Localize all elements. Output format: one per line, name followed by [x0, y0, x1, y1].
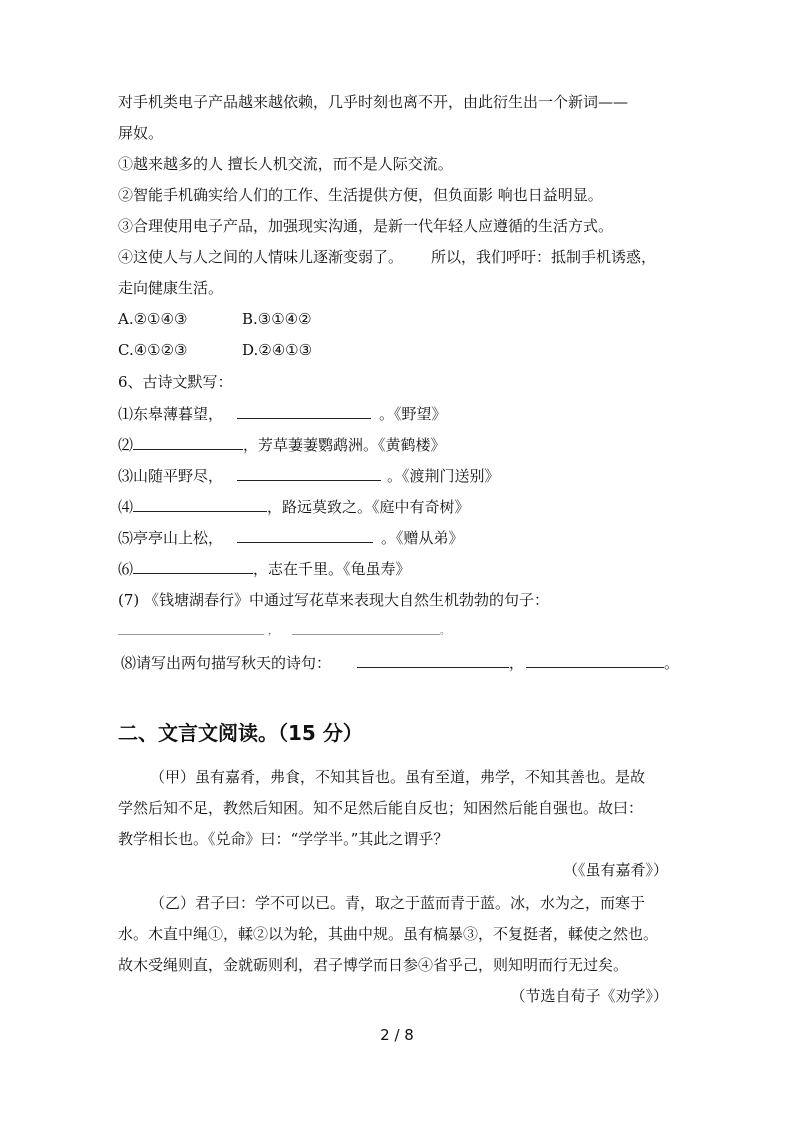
sentence-3: ③合理使用电子产品，加强现实沟通，是新一代年轻人应遵循的生活方式。 — [118, 217, 614, 235]
poem-item-6 — [118, 558, 411, 579]
poem-8-end: 。 — [664, 654, 680, 672]
options-row-2 — [118, 340, 312, 360]
poem-item-8 — [121, 652, 679, 673]
poem-8-mid: ， — [509, 654, 525, 672]
answer-blank-1[interactable] — [237, 403, 371, 419]
answer-blank-8b[interactable] — [526, 652, 664, 668]
passage-jia-source: （《虽有嘉肴》） — [562, 861, 668, 879]
sentence-4-end: 走向健康生活。 — [118, 279, 224, 297]
answer-blank-8a[interactable] — [357, 652, 509, 668]
sentence-2: ②智能手机确实给人们的工作、生活提供方便，但负面影 响也日益明显。 — [118, 186, 603, 204]
poem-2-source: ，芳草萋萋鹦鹉洲。《黄鹤楼》 — [243, 436, 446, 454]
answer-blank-7a[interactable] — [118, 634, 264, 635]
passage-jia-line-3: 教学相长也。《兑命》曰：“学学半。”其此之谓乎？ — [118, 830, 449, 848]
poem-1-prefix: ⑴东皋薄暮望， — [118, 405, 224, 423]
answer-7-separator: ， — [268, 626, 278, 637]
sentence-1: ①越来越多的人 擅长人机交流，而不是人际交流。 — [118, 155, 453, 173]
poem-item-2 — [118, 434, 446, 455]
intro-line-2: 屏奴。 — [118, 124, 164, 142]
answer-blank-7b[interactable] — [292, 634, 440, 635]
passage-jia-line-1: （甲）虽有嘉肴，弗食，不知其旨也。虽有至道，弗学，不知其善也。是故 — [150, 768, 646, 786]
poem-item-1 — [118, 403, 447, 424]
passage-yi-source: （节选自荀子《劝学》） — [510, 987, 668, 1005]
sentence-4 — [118, 247, 656, 267]
option-b: B.③①④② — [242, 310, 312, 328]
passage-yi-line-1: （乙）君子曰：学不可以已。青，取之于蓝而青于蓝。冰，水为之，而寒于 — [150, 894, 646, 912]
poem-1-source: 。《野望》 — [379, 405, 447, 423]
poem-item-7: (7) 《钱塘湖春行》中通过写花草来表现大自然生机勃勃的句子： — [118, 591, 550, 609]
passage-jia-line-2: 学然后知不足，教然后知困。知不足然后能自反也；知困然后能自强也。故曰： — [118, 799, 644, 817]
answer-7-end: 。 — [440, 626, 450, 637]
section-2-heading: 二、文言文阅读。（15 分） — [118, 721, 363, 745]
poem-item-3 — [118, 465, 500, 486]
answer-blank-5[interactable] — [237, 527, 373, 543]
passage-yi-line-2: 水。木直中绳①，輮②以为轮，其曲中规。虽有槁暴③，不复挺者，輮使之然也。 — [118, 925, 659, 943]
answer-blank-4[interactable] — [133, 496, 267, 512]
poem-8-prefix: ⑻请写出两句描写秋天的诗句： — [121, 654, 332, 672]
answer-blank-6[interactable] — [133, 558, 253, 574]
option-d: D.②④①③ — [242, 341, 313, 359]
poem-3-source: 。《渡荆门送别》 — [387, 467, 500, 485]
option-c: C.④①②③ — [118, 341, 188, 359]
poem-4-source: ，路远莫致之。《庭中有奇树》 — [267, 498, 470, 516]
page-number: 2 / 8 — [380, 1026, 414, 1044]
poem-6-source: ，志在千里。《龟虽寿》 — [253, 560, 411, 578]
sentence-4-conclusion: 所以，我们呼吁：抵制手机诱惑， — [431, 248, 657, 266]
options-row-1 — [118, 309, 312, 329]
option-a: A.②①④③ — [118, 310, 188, 328]
question-6-title: 6、古诗文默写： — [118, 373, 233, 391]
poem-5-source: 。《赠从弟》 — [381, 529, 464, 547]
poem-4-prefix: ⑷ — [118, 498, 134, 516]
poem-6-prefix: ⑹ — [118, 560, 134, 578]
intro-line-1: 对手机类电子产品越来越依赖，几乎时刻也离不开，由此衍生出一个新词—— — [118, 93, 629, 111]
poem-2-prefix: ⑵ — [118, 436, 134, 454]
poem-3-prefix: ⑶山随平野尽， — [118, 467, 224, 485]
answer-blank-3[interactable] — [237, 465, 381, 481]
passage-yi-line-3: 故木受绳则直，金就砺则利，君子博学而日参④省乎己，则知明而行无过矣。 — [118, 956, 629, 974]
poem-5-prefix: ⑸亭亭山上松， — [118, 529, 224, 547]
poem-item-5 — [118, 527, 464, 548]
sentence-4-text: ④这使人与人之间的人情味儿逐渐变弱了。 — [118, 248, 404, 266]
poem-item-4 — [118, 496, 470, 517]
answer-blank-2[interactable] — [133, 434, 243, 450]
